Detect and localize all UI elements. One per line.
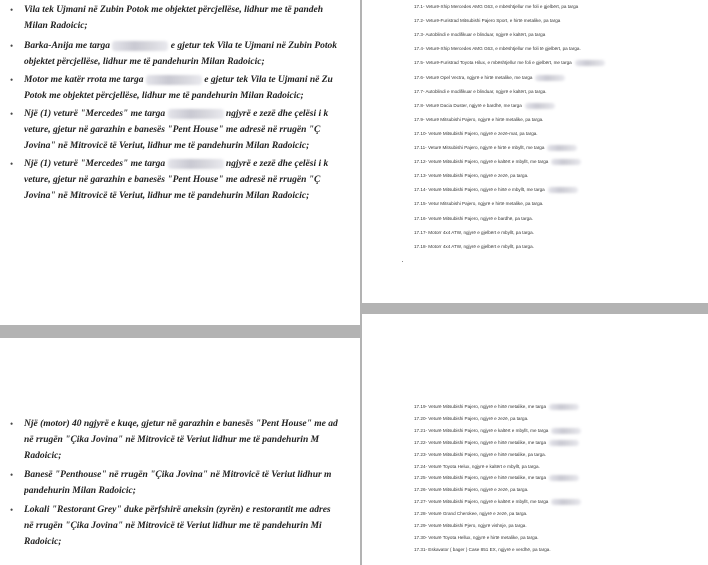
vehicle-item: [414, 404, 704, 410]
vehicle-text: 17.26- Veturë Mitsubishi Pajero, ngjyrë e zezë, pa targa.: [414, 487, 529, 493]
redacted-plate: [112, 41, 168, 51]
page-top-right: [362, 0, 708, 303]
vehicle-text: 17.25- Veturë Mitsubishi Pajero, ngjyrë e hirtë metalike, me targa: [414, 475, 547, 481]
vehicle-item: [414, 89, 704, 95]
vehicle-item: [414, 428, 704, 434]
vehicle-item: [414, 244, 704, 250]
bullet-icon: •: [10, 75, 14, 85]
vehicle-item: [414, 201, 704, 207]
page-top-left: [0, 0, 360, 325]
item-line: Motor me katër rrota me targa: [24, 75, 144, 85]
vehicle-item: [414, 75, 704, 81]
item-line: Milan Radoicic;: [24, 21, 88, 31]
item-line: ngjyrë e zezë dhe çelësi i k: [223, 109, 329, 119]
list-item: [10, 106, 356, 154]
vehicle-text: 17.31- Eskavator ( bager ) Case 851 EX, ngjyrë e verdhë, pa targa.: [414, 546, 551, 552]
item-line: Lokali "Restorant Grey" duke përfshirë aneksin (zyrën) e restorantit me adres: [24, 505, 331, 515]
item-line: Jovina" në Mitrovicë të Veriut, lidhur me të pandehurin Milan Radoicic;: [24, 191, 310, 201]
item-line: veture, gjetur në garazhin e banesës "Pent House" me adresë në rrugën "Ç: [24, 175, 321, 185]
vehicle-text: 17.24- Veturë Toyota Helux, ngjyrë e kaltërt e mbyllt, pa targa.: [414, 463, 540, 469]
vehicle-text: 17.3- Autoblindi e modifikuar e blinduar, ngjyrë e kaltërt, pa targa: [414, 32, 546, 38]
vehicle-item: [414, 230, 704, 236]
scan-speck: [402, 261, 403, 262]
redacted-plate: [551, 499, 581, 505]
redacted-plate: [551, 428, 581, 434]
redacted-plate: [547, 145, 577, 151]
vehicle-text: 17.9- Veturë Mitsubishi Pajero, ngjyrë e hirtë metalike, pa targa.: [414, 116, 544, 122]
vehicle-item: [414, 159, 704, 165]
vehicle-text: 17.8- Veturë Dacia Duster, ngjyrë e bardhë, me targa: [414, 102, 522, 108]
redacted-plate: [549, 404, 579, 410]
vehicle-text: 17.17- Motorr 4x4 ATW, ngjyrë e gjelbërt e mbyllt, pa targa.: [414, 229, 534, 235]
vehicle-text: 17.29- Veturë Mitsubishi Pjero, ngjyrë vishnje, pa targa.: [414, 523, 527, 528]
item-line: Një (motor) 40 ngjyrë e kuqe, gjetur në garazhin e banesës "Pent House" me ad: [24, 419, 338, 429]
vehicle-item: [414, 32, 704, 38]
item-line: Jovina" në Mitrovicë të Veriut, lidhur me të pandehurin Milan Radoicic;: [24, 141, 310, 151]
redacted-plate: [146, 75, 202, 85]
vehicle-text: 17.23- Veturë Mitsubishi Pajero, ngjyrë e hirtë metalike, pa targa.: [414, 451, 547, 457]
vehicle-item: [414, 547, 704, 553]
redacted-plate: [548, 187, 578, 193]
item-line: veture, gjetur në garazhin e banesës "Pent House" me adresë në rrugën "Ç: [24, 125, 321, 135]
vehicle-text: 17.12- Veturë Mitsubishi Pajero, ngjyrë e kaltërt e mbyllt, me targa: [414, 159, 549, 165]
vehicle-item: [414, 523, 704, 529]
bullet-icon: •: [10, 419, 14, 429]
vehicle-item: [414, 216, 704, 222]
item-line: Barka-Anija me targa: [24, 41, 111, 51]
vehicle-item: [414, 60, 704, 66]
vehicle-item: [414, 117, 704, 123]
vehicle-item: [414, 440, 704, 446]
vehicle-text: 17.1- Veturë-Xhip Mercedes AMG G63, e mbështjellur me foli e gjelbërt, pa targa: [414, 4, 579, 9]
vehicle-item: [414, 499, 704, 505]
vehicle-text: 17.27- Veturë Mitsubishi Pajero, ngjyrë e kaltërt e mbyllt, me targa: [414, 499, 549, 505]
vehicle-item: [414, 487, 704, 493]
bullet-icon: •: [10, 505, 14, 515]
vehicle-text: 17.11- Veturë Mitsubishi Pajero, ngjyrë e hirtë e mbyllt, me targa: [414, 145, 545, 151]
vehicle-text: 17.16- Veturë Mitsubishi Pajero, ngjyrë e bardhë, pa targa.: [414, 215, 533, 221]
vehicle-text: 17.14- Veturë Mitsubishi Pajero, ngjyrë e hirtë e mbyllt, me targa: [414, 187, 545, 193]
redacted-plate: [551, 159, 581, 165]
vehicle-item: [414, 131, 704, 137]
redacted-plate: [168, 159, 224, 169]
vehicle-item: [414, 475, 704, 481]
vehicle-text: 17.21- Veturë Mitsubishi Pajero, ngjyrë e kaltërt e mbyllt, me targa: [414, 428, 549, 434]
vehicle-text: 17.19- Veturë Mitsubishi Pajero, ngjyrë e hirtë metalike, me targa: [414, 404, 547, 410]
vehicle-text: 17.5- Veturë-Furistrad Toyota Hilux, e mbështjellur me foli e gjelbërt, me targa: [414, 60, 572, 66]
redacted-plate: [535, 75, 565, 81]
vehicle-text: 17.10- Veturë Mitsubishi Pajero, ngjyrë e zezë-mat, pa targa.: [414, 130, 538, 136]
item-line: Banesë "Penthouse" në rrugën "Çika Jovina" në Mitrovicë të Veriut lidhur m: [24, 470, 332, 480]
list-item: [10, 502, 356, 550]
vehicle-text: 17.13- Veturë Mitsubishi Pajero, ngjyrë e zezë, pa targa.: [414, 173, 529, 179]
item-line: Radoicic;: [24, 537, 62, 547]
bullet-icon: •: [10, 5, 14, 15]
redacted-plate: [168, 109, 224, 119]
item-line: objektet përcjellëse, lidhur me të pandehurin Milan Radoicic;: [24, 57, 265, 67]
bullet-icon: •: [10, 41, 14, 51]
item-line: Potok me objektet përcjellëse, lidhur me të pandehurin Milan Radoicic;: [24, 91, 304, 101]
vehicle-text: 17.15- Vetur Mitsubishi Pajero, ngjyrë e hirtë metalike, pa targa.: [414, 201, 544, 207]
redacted-plate: [525, 103, 555, 109]
item-line: e gjetur tek Vila te Ujmani në Zu: [201, 75, 333, 85]
vehicle-item: [414, 103, 704, 109]
item-line: Vila tek Ujmani në Zubin Potok me objektet përcjellëse, lidhur me të pandeh: [24, 5, 323, 15]
bullet-icon: •: [10, 470, 14, 480]
page-bottom-left: [0, 338, 360, 565]
vehicle-item: [414, 46, 704, 52]
redacted-plate: [549, 475, 579, 481]
vehicle-item: [414, 173, 704, 179]
vehicle-item: [414, 4, 704, 10]
vehicle-text: 17.30- Veturë Toyota Hellux, ngjyrë e hirtë metalike, pa targa.: [414, 534, 539, 540]
vehicle-text: 17.18- Motorr 4x4 ATW, ngjyrë e gjelbërt e mbyllt, pa targa.: [414, 243, 534, 249]
bullet-icon: •: [10, 109, 14, 119]
item-line: e gjetur tek Vila te Ujmani në Zubin Potok: [168, 41, 338, 51]
vehicle-item: [414, 452, 704, 458]
vehicle-text: 17.6- Veturë Opel Vectra, ngjyrë e hirtë metalike, me targa: [414, 74, 533, 80]
vehicle-text: 17.2- Veturë-Furistrad Mitsubishi Pajero Sport, e hirtë metalike, pa targa: [414, 18, 561, 24]
vehicle-item: [414, 18, 704, 24]
vehicle-item: [414, 187, 704, 193]
item-line: ngjyrë e zezë dhe çelësi i k: [223, 159, 329, 169]
item-line: Një (1) veturë "Mercedes" me targa: [24, 159, 166, 169]
item-line: në rrugën "Çika Jovina" në Mitrovicë të Veriut lidhur me të pandehurin Mi: [24, 521, 322, 531]
vehicle-text: 17.4- Veturë-Xhip Mercedes AMG G63, e mbështjellur me foli të gjelbërt, pa targa.: [414, 46, 581, 52]
list-item: [10, 416, 356, 464]
item-line: në rrugën "Çika Jovina" në Mitrovicë të Veriut lidhur me të pandehurin M: [24, 435, 320, 445]
list-item: [10, 72, 356, 104]
vehicle-text: 17.7- Autoblindi e modifikuar e blinduar, ngjyrë e kaltërt, pa targa.: [414, 88, 547, 94]
vehicle-text: 17.28- Veturë Grand Cherokee, ngjyrë e zezë, pa targa.: [414, 511, 528, 517]
list-item: [10, 2, 356, 34]
vehicle-item: [414, 416, 704, 422]
vehicle-item: [414, 535, 704, 541]
vehicle-text: 17.22- Veturë Mitsubishi Pajero, ngjyrë e hirtë metalike, me targa: [414, 439, 547, 445]
vehicle-item: [414, 464, 704, 470]
item-line: Një (1) veturë "Mercedes" me targa: [24, 109, 166, 119]
vehicle-item: [414, 145, 704, 151]
vehicle-text: 17.20- Veturë Mitsubishi Pajero, ngjyrë e zezë, pa targa.: [414, 415, 529, 421]
item-line: pandehurin Milan Radoicic;: [24, 486, 136, 496]
list-item: [10, 38, 356, 70]
list-item: [10, 467, 356, 499]
list-item: [10, 156, 356, 204]
page-bottom-right: [362, 314, 708, 565]
vehicle-item: [414, 511, 704, 517]
redacted-plate: [575, 60, 605, 66]
item-line: Radoicic;: [24, 451, 62, 461]
redacted-plate: [549, 440, 579, 446]
bullet-icon: •: [10, 159, 14, 169]
